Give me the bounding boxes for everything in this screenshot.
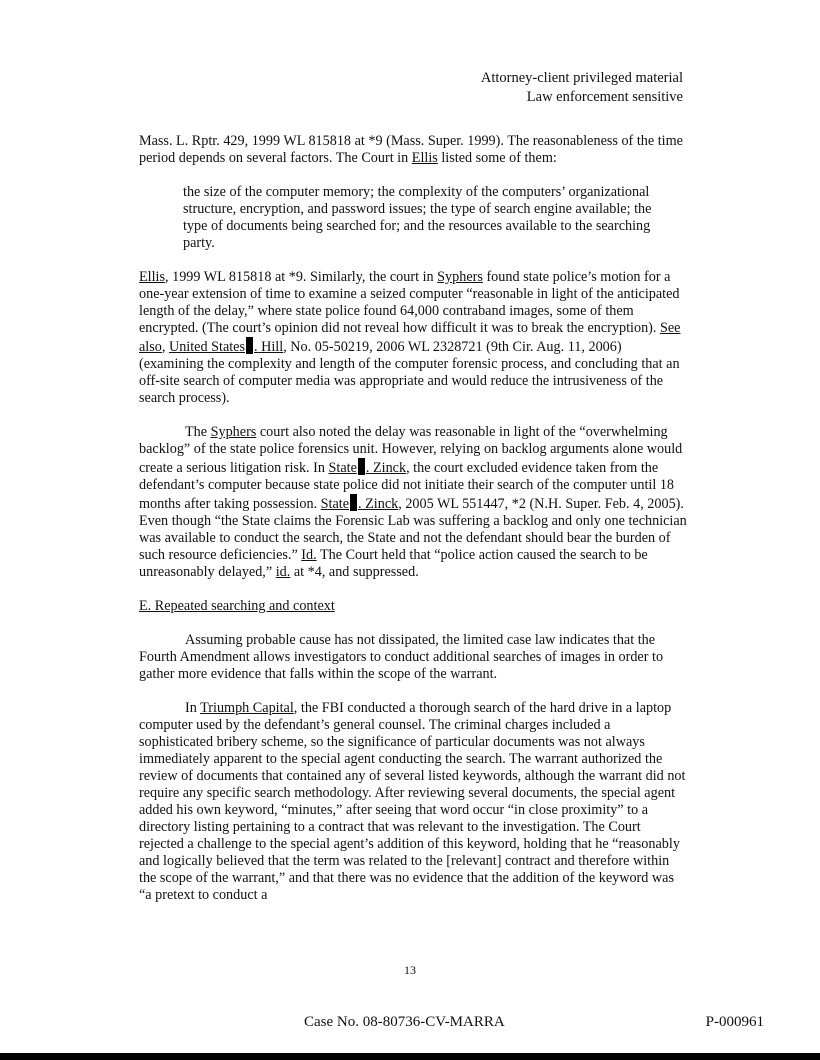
redaction-mark — [350, 494, 357, 511]
case-hill: . Hill — [254, 339, 284, 355]
case-ellis: Ellis — [139, 269, 166, 285]
case-triumph-capital: Triumph Capital — [200, 700, 294, 716]
case-ellis: Ellis — [411, 150, 438, 166]
case-state: State — [320, 496, 350, 512]
case-zinck: . Zinck — [358, 496, 399, 512]
memo-body — [139, 133, 687, 921]
scan-edge-bar — [0, 1053, 820, 1060]
case-syphers: Syphers — [210, 424, 257, 440]
paragraph-backlog: The Syphers court also noted the delay was reasonable in light of the “overwhelming backlog” of the state police forensics unit. However, relying on backlog arguments alone would create a serious litigation risk. In State . Zinck, the court excluded evidence taken from the defendant’s computer because state police did not initiate their search of the computer until 18 months after taking possession. State . Zinck, 2005 WL 551447, *2 (N.H. Super. Feb. 4, 2005). Even though “the State claims the Forensic Lab was suffering a backlog and only one technician was available to conduct the search, the State and not the defendant should bear the burden of such resource deficiencies.” Id. The Court held that “police action caused the search to be unreasonably delayed,” id. at *4, and suppressed. — [139, 424, 687, 580]
signal-see-also: See also — [139, 320, 681, 355]
bates-number: P-000961 — [705, 1014, 764, 1030]
case-united-states: United States — [168, 339, 246, 355]
case-state: State — [328, 460, 357, 476]
redaction-mark — [358, 458, 365, 475]
paragraph-syphers: Ellis, 1999 WL 815818 at *9. Similarly, the court in Syphers found state police’s motion for a one-year extension of time to examine a seized computer “reasonable in light of the anticipated length of the delay,” where state police found 64,000 contraband images, some of them encrypted. (The court’s opinion did not reveal how difficult it was to break the encryption). See also, United States . Hill, No. 05-50219, 2006 WL 2328721 (9th Cir. Aug. 11, 2006) (examining the complexity and length of the computer forensic process, and concluding that an off-site search of computer media was appropriate and would reduce the intrusiveness of the search process). — [139, 269, 681, 406]
citation-id: id. — [275, 564, 291, 580]
header-line-sensitive: Law enforcement sensitive — [526, 89, 683, 105]
case-syphers: Syphers — [437, 269, 483, 285]
case-zinck: . Zinck — [365, 460, 407, 476]
privilege-header — [481, 69, 683, 107]
page-number: 13 — [404, 963, 416, 977]
section-heading: E. Repeated searching and context — [139, 598, 335, 614]
citation-id: Id. — [301, 547, 317, 563]
redaction-mark — [246, 337, 253, 354]
block-quote: the size of the computer memory; the complexity of the computers’ organizational structure, encryption, and password issues; the type of search engine available; the type of documents being searched for; and the resources available to the searching party. — [183, 184, 652, 251]
case-number: Case No. 08-80736-CV-MARRA — [304, 1014, 505, 1030]
paragraph-repeated-searching: Assuming probable cause has not dissipated, the limited case law indicates that the Fourth Amendment allows investigators to conduct additional searches of images in order to gather more evidence that falls within the scope of the warrant. — [139, 632, 664, 682]
paragraph-triumph-capital: In Triumph Capital, the FBI conducted a thorough search of the hard drive in a laptop computer used by the defendant’s general counsel. The criminal charges included a sophisticated bribery scheme, so the significance of particular documents was not always immediately apparent to the special agent conducting the search. The warrant authorized the review of documents that contained any of several listed keywords, although the warrant did not require any specific search methodology. After reviewing several documents, the special agent added his own keyword, “minutes,” after seeing that word occur “in close proximity” to a directory listing pertaining to a contract that was relevant to the investigation. The Court rejected a challenge to the special agent’s addition of this keyword, holding that he “reasonably and logically believed that the term was related to the [relevant] contract and therefore within the scope of the warrant,” and that there was no evidence that the addition of the keyword was “a pretext to conduct a — [139, 700, 686, 903]
header-line-privileged: Attorney-client privileged material — [480, 70, 683, 86]
paragraph-ellis-factors: Mass. L. Rptr. 429, 1999 WL 815818 at *9 (Mass. Super. 1999). The reasonableness of the time period depends on several factors. The Court in Ellis listed some of them: — [139, 133, 683, 166]
